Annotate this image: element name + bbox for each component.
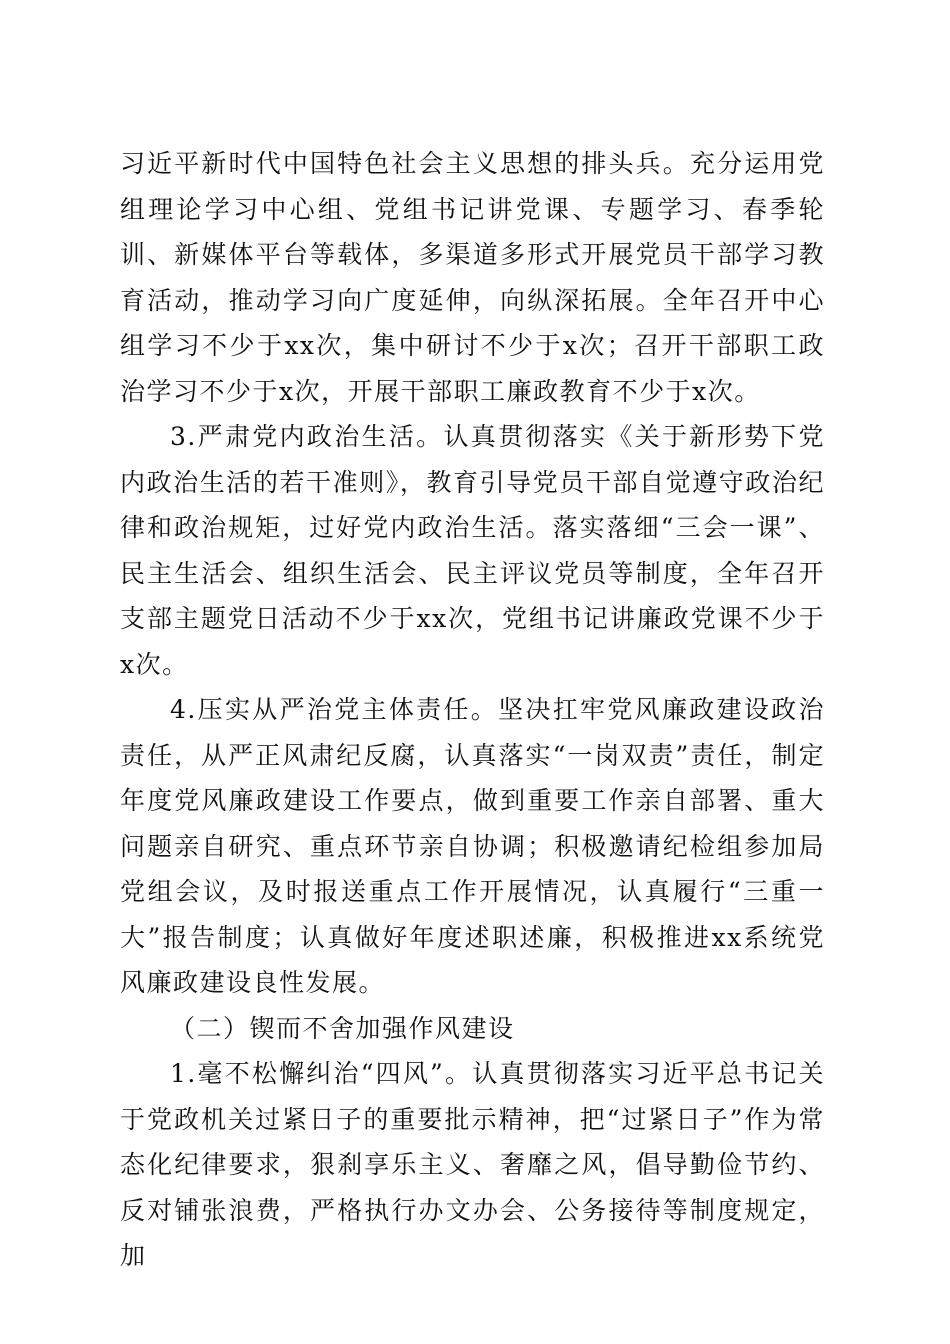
section-heading: （二）锲而不舍加强作风建设 xyxy=(170,1013,515,1043)
body-paragraph-item-4: 4.压实从严治党主体责任。坚决扛牢党风廉政建设政治责任，从严正风肃纪反腐，认真落实“一岗双责”责任，制定年度党风廉政建设工作要点，做到重要工作亲自部署、重大问题亲自研究、重点环节亲自协调；积极邀请纪检组参加局党组会议，及时报送重点工作开展情况，认真履行“三重一大”报告制度；认真做好年度述职述廉，积极推进xx系统党风廉政建设良性发展。 xyxy=(120,695,825,997)
document-body xyxy=(120,141,825,1279)
body-paragraph-continuation: 习近平新时代中国特色社会主义思想的排头兵。充分运用党组理论学习中心组、党组书记讲党课、专题学习、春季轮训、新媒体平台等载体，多渠道多形式开展党员干部学习教育活动，推动学习向广度延伸，向纵深拓展。全年召开中心组学习不少于xx次，集中研讨不少于x次；召开干部职工政治学习不少于x次，开展干部职工廉政教育不少于x次。 xyxy=(120,149,825,406)
body-paragraph-item-3: 3.严肃党内政治生活。认真贯彻落实《关于新形势下党内政治生活的若干准则》，教育引导党员干部自觉遵守政治纪律和政治规矩，过好党内政治生活。落实落细“三会一课”、民主生活会、组织生活会、民主评议党员等制度，全年召开支部主题党日活动不少于xx次，党组书记讲廉政党课不少于x次。 xyxy=(120,422,825,679)
body-paragraph-section-item-1: 1.毫不松懈纠治“四风”。认真贯彻落实习近平总书记关于党政机关过紧日子的重要批示精神，把“过紧日子”作为常态化纪律要求，狠刹享乐主义、奢靡之风，倡导勤俭节约、反对铺张浪费，严格执行办文办会、公务接待等制度规定，加 xyxy=(120,1059,825,1270)
